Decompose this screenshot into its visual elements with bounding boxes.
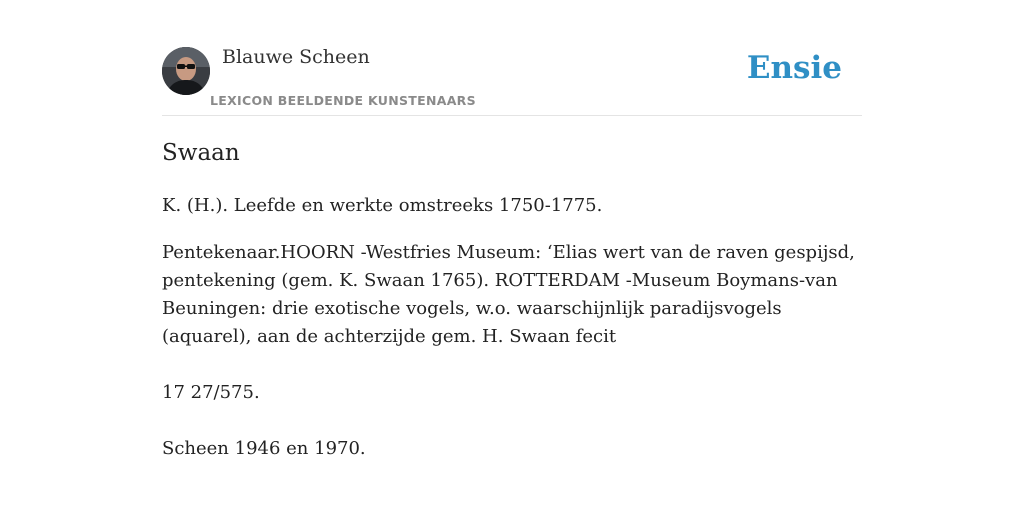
article-paragraph: Pentekenaar.HOORN -Westfries Museum: ‘Elias wert van de raven gespijsd, pentekening (gem. K. Swaan 1765). ROTTERDAM -Museum Boymans-van Beuningen: drie exotische vogels, w.o. waarschijnlijk paradijsvogels (aquarel), aan de achterzijde gem. H. Swaan fecit (162, 242, 855, 347)
article-paragraph: 17 27/575. (162, 382, 260, 403)
article-paragraph: Scheen 1946 en 1970. (162, 438, 366, 459)
article-title: Swaan (162, 140, 240, 166)
page (162, 0, 862, 512)
author-name[interactable]: Blauwe Scheen (222, 46, 370, 68)
article-paragraph: K. (H.). Leefde en werkte omstreeks 1750-1775. (162, 195, 603, 216)
brand-logo[interactable]: Ensie (746, 50, 842, 86)
avatar-photo-icon (162, 47, 210, 95)
avatar[interactable] (162, 47, 210, 95)
category-label[interactable]: LEXICON BEELDENDE KUNSTENAARS (210, 93, 476, 108)
header (162, 0, 862, 116)
